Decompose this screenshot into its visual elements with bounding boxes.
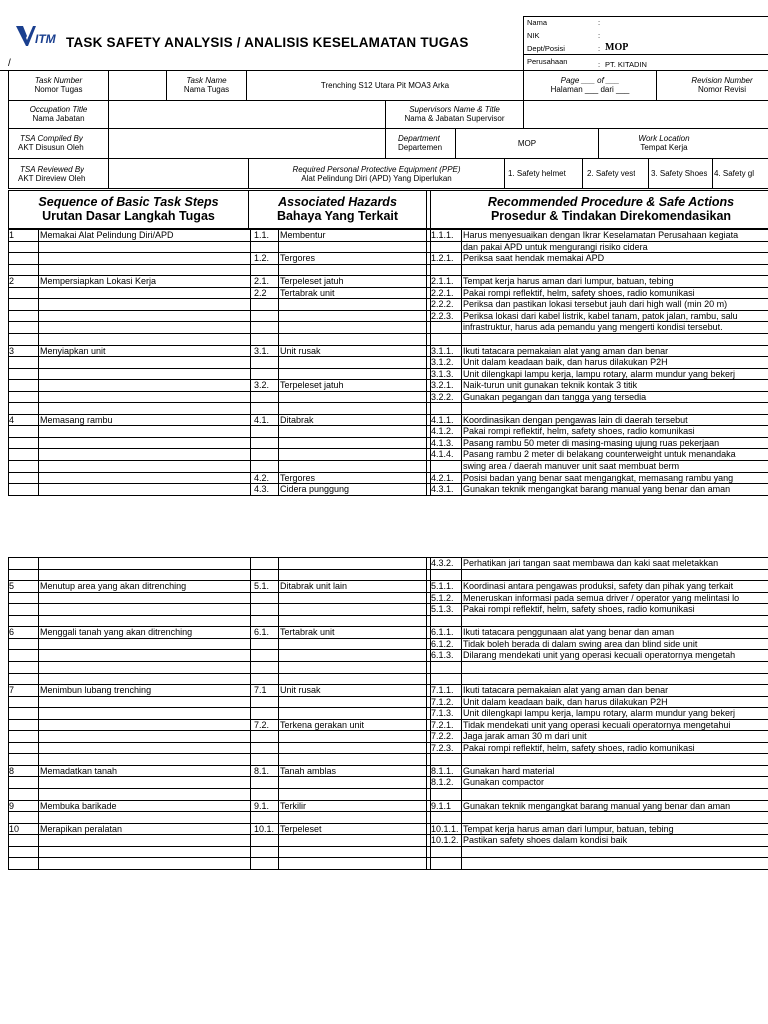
info-name-label: Nama [527, 18, 548, 27]
department-label: Department [398, 134, 440, 143]
cell-hazard-text: Terkena gerakan unit [280, 719, 365, 730]
compiled-label: TSA Compiled By [20, 134, 83, 143]
cell-step-text: Memakai Alat Pelindung Diri/APD [40, 230, 174, 240]
cell-hazard-number: 2.2 [254, 287, 267, 298]
cell-step-number: 3 [9, 345, 15, 356]
info-name-sep: : [598, 18, 601, 27]
cell-action-text: Gunakan teknik mengangkat barang manual yang benar dan aman [463, 484, 731, 495]
cell-action-text: Tidak boleh berada di dalam swing area dan blind side unit [463, 638, 698, 649]
cell-action-number: 6.1.3. [431, 650, 454, 661]
cell-action-text: Pakai rompi reflektif, helm, safety shoes, radio komunikasi [463, 287, 695, 298]
cell-action-number: 10.1.1. [431, 823, 459, 834]
cell-action-text: Gunakan pegangan dan tangga yang tersedia [463, 391, 647, 402]
cell-action-number: 6.1.1. [431, 627, 454, 638]
cell-action-number: 3.2.2. [431, 391, 454, 402]
cell-action-text: Pakai rompi reflektif, helm, safety shoes, radio komunikasi [463, 604, 695, 615]
cell-hazard-number: 1.2. [254, 253, 270, 264]
cell-action-text: Gunakan compactor [463, 777, 545, 788]
cell-hazard-number: 4.3. [254, 484, 270, 495]
cell-action-text: Periksa dan pastikan lokasi tersebut jauh dari high wall (min 20 m) [463, 299, 728, 310]
cell-step-number: 2 [9, 276, 15, 287]
cell-action-text: Pasang rambu 2 meter di belakang counterweight untuk menandaka [463, 449, 736, 460]
cell-action-number: 4.1.2. [431, 426, 454, 437]
cell-action-text: Koordinasi antara pengawas produksi, safety dan pihak yang terkait [463, 581, 734, 592]
cell-step-number: 6 [9, 627, 15, 638]
cell-action-number: 2.2.1. [431, 287, 454, 298]
cell-hazard-number: 4.2. [254, 472, 270, 483]
cell-hazard-number: 10.1. [254, 823, 275, 834]
hazards-header: Associated Hazards [278, 195, 397, 209]
cell-action-number: 3.1.3. [431, 368, 454, 379]
cell-step-text: Menyiapkan unit [40, 345, 106, 356]
cell-action-number: 7.2.2. [431, 731, 454, 742]
cell-hazard-text: Tergores [280, 253, 316, 264]
cell-step-text: Menggali tanah yang akan ditrenching [40, 627, 193, 638]
cell-hazard-number: 7.2. [254, 719, 270, 730]
cell-hazard-text: Cidera punggung [280, 484, 350, 495]
cell-step-text: Membuka barikade [40, 800, 117, 811]
cell-action-text: Dilarang mendekati unit yang operasi kecuali operatornya mengetah [463, 650, 736, 661]
cell-action-number: 4.1.4. [431, 449, 454, 460]
cell-action-number: 4.1.3. [431, 437, 454, 448]
revision-label: Revision Number [691, 76, 753, 85]
reviewed-label-id: AKT Direview Oleh [18, 174, 86, 183]
cell-step-number: 4 [9, 414, 15, 425]
cell-action-text: Tempat kerja harus aman dari lumpur, batuan, tebing [463, 823, 674, 834]
task-number-label: Task Number [34, 76, 83, 85]
cell-hazard-text: Terpeleset [280, 823, 322, 834]
cell-hazard-number: 3.2. [254, 380, 270, 391]
ppe-item-shoes: 3. Safety Shoes [651, 169, 708, 178]
cell-step-number: 8 [9, 765, 15, 776]
department-label-id: Departemen [398, 143, 443, 152]
actions-header: Recommended Procedure & Safe Actions [487, 195, 735, 209]
info-company-sep: : [598, 60, 601, 69]
cell-step-text: Merapikan peralatan [40, 823, 123, 834]
logo-text: ITM [35, 32, 56, 46]
cell-hazard-text: Ditabrak unit lain [280, 581, 348, 592]
cell-hazard-text: Unit rusak [280, 345, 321, 356]
cell-step-text: Memadatkan tanah [40, 765, 118, 776]
cell-hazard-text: Tertabrak unit [280, 287, 335, 298]
cell-action-text: Naik-turun unit gunakan teknik kontak 3 titik [463, 380, 638, 391]
page-label: Page ___ of ___ [560, 76, 620, 85]
reviewed-label: TSA Reviewed By [20, 165, 85, 174]
cell-step-text: Memasang rambu [40, 414, 113, 425]
cell-action-text: Posisi badan yang benar saat mengangkat, memasang rambu yang [463, 472, 734, 483]
cell-hazard-text: Terkilir [280, 800, 306, 811]
cell-action-text: Unit dalam keadaan baik, dan harus dilakukan P2H [463, 696, 668, 707]
cell-action-number: 1.2.1. [431, 253, 454, 264]
cell-hazard-number: 2.1. [254, 276, 270, 287]
steps-header-id: Urutan Dasar Langkah Tugas [42, 209, 215, 223]
cell-hazard-text: Membentur [280, 230, 326, 240]
revision-label-id: Nomor Revisi [697, 85, 746, 94]
cell-action-number: 7.1.1. [431, 685, 454, 696]
ppe-item-glasses: 4. Safety gl [714, 169, 755, 178]
cell-action-text: Tidak mendekati unit yang operasi kecuali operatornya mengetahui [463, 719, 731, 730]
ppe-label: Required Personal Protective Equipment (PPE) [292, 165, 461, 174]
info-company-value: PT. KITADIN [605, 60, 647, 69]
cell-action-number: 5.1.3. [431, 604, 454, 615]
cell-action-text: Pastikan safety shoes dalam kondisi baik [463, 835, 628, 846]
form-title: TASK SAFETY ANALYSIS / ANALISIS KESELAMATAN TUGAS [66, 35, 469, 50]
cell-action-text: Gunakan hard material [463, 765, 555, 776]
cell-hazard-text: Tertabrak unit [280, 627, 335, 638]
cell-action-number: 4.1.1. [431, 414, 454, 425]
steps-header: Sequence of Basic Task Steps [38, 195, 219, 209]
cell-step-text: Menimbun lubang trenching [40, 685, 152, 696]
supervisor-label: Supervisors Name & Title [409, 105, 500, 114]
cell-step-number: 7 [9, 685, 15, 696]
task-name-label-id: Nama Tugas [183, 85, 230, 94]
cell-action-number: 7.1.3. [431, 708, 454, 719]
cell-step-number: 1 [9, 230, 15, 240]
cell-action-text: Periksa lokasi dari kabel listrik, kabel tanam, patok jalan, rambu, salu [463, 310, 738, 321]
cell-step-text: Menutup area yang akan ditrenching [40, 581, 187, 592]
cell-action-number: 4.3.2. [431, 558, 454, 568]
task-number-label-id: Nomor Tugas [34, 85, 83, 94]
cell-step-text: Mempersiapkan Lokasi Kerja [40, 276, 157, 287]
cell-action-number: 10.1.2. [431, 835, 459, 846]
cell-hazard-text: Tergores [280, 472, 316, 483]
cell-action-text: Perhatikan jari tangan saat membawa dan kaki saat meletakkan [463, 558, 719, 568]
occupation-label-id: Nama Jabatan [32, 114, 85, 123]
cell-hazard-number: 5.1. [254, 581, 270, 592]
cell-hazard-number: 8.1. [254, 765, 270, 776]
department-value: MOP [517, 139, 537, 148]
cell-action-number: 2.2.2. [431, 299, 454, 310]
supervisor-label-id: Nama & Jabatan Supervisor [404, 114, 505, 123]
occupation-label: Occupation Title [29, 105, 88, 114]
cell-action-text: Gunakan teknik mengangkat barang manual yang benar dan aman [463, 800, 731, 811]
cell-action-number: 3.2.1. [431, 380, 454, 391]
cell-action-number: 7.2.3. [431, 742, 454, 753]
ppe-label-id: Alat Pelindung Diri (APD) Yang Diperlukan [301, 174, 452, 183]
info-dept-label: Dept/Posisi [527, 44, 565, 53]
cell-action-text: Harus menyesuaikan dengan Ikrar Keselamatan Perusahaan kegiata [463, 230, 739, 240]
cell-action-text: Unit dilengkapi lampu kerja, lampu rotary, alarm mundur yang bekerj [463, 708, 735, 719]
info-nik-sep: : [598, 31, 601, 40]
cell-action-number: 2.2.3. [431, 310, 454, 321]
task-name-label: Task Name [186, 76, 227, 85]
cell-action-number: 2.1.1. [431, 276, 454, 287]
cell-hazard-number: 1.1. [254, 230, 270, 240]
cell-action-number: 1.1.1. [431, 230, 454, 240]
cell-action-text: Jaga jarak aman 30 m dari unit [463, 731, 587, 742]
cell-hazard-text: Unit rusak [280, 685, 321, 696]
cell-action-text: dan pakai APD untuk mengurangi risiko cidera [463, 241, 648, 252]
cell-action-number: 8.1.2. [431, 777, 454, 788]
cell-action-number: 7.2.1. [431, 719, 454, 730]
cell-action-number: 5.1.1. [431, 581, 454, 592]
cell-step-number: 10 [9, 823, 20, 834]
page-label-id: Halaman ___ dari ___ [550, 85, 630, 94]
cell-action-text: Pasang rambu 50 meter di masing-masing ujung ruas pekerjaan [463, 437, 720, 448]
cell-action-text: Pakai rompi reflektif, helm, safety shoes, radio komunikasi [463, 742, 695, 753]
cell-hazard-number: 3.1. [254, 345, 270, 356]
cell-action-text: Koordinasikan dengan pengawas lain di daerah tersebut [463, 414, 688, 425]
compiled-label-id: AKT Disusun Oleh [18, 143, 84, 152]
cell-action-text: Ikuti tatacara penggunaan alat yang benar dan aman [463, 627, 675, 638]
cell-action-number: 9.1.1 [431, 800, 452, 811]
hazards-header-id: Bahaya Yang Terkait [276, 209, 399, 223]
cell-hazard-text: Terpeleset jatuh [280, 380, 344, 391]
title-slash: / [8, 58, 11, 69]
cell-action-number: 6.1.2. [431, 638, 454, 649]
actions-header-id: Prosedur & Tindakan Direkomendasikan [490, 209, 732, 223]
cell-hazard-text: Tanah amblas [280, 765, 337, 776]
cell-action-text: Ikuti tatacara pemakaian alat yang aman dan benar [463, 345, 669, 356]
cell-action-text: Pakai rompi reflektif, helm, safety shoes, radio komunikasi [463, 426, 695, 437]
cell-hazard-number: 6.1. [254, 627, 270, 638]
task-name-value: Trenching S12 Utara Pit MOA3 Arka [320, 81, 450, 90]
cell-action-text: infrastruktur, harus ada pemandu yang mengerti kondisi tersebut. [463, 322, 723, 333]
cell-action-number: 3.1.2. [431, 357, 454, 368]
cell-action-text: Tempat kerja harus aman dari lumpur, batuan, tebing [463, 276, 674, 287]
cell-hazard-text: Ditabrak [280, 414, 314, 425]
cell-action-text: swing area / daerah manuver unit saat membuat berm [463, 461, 680, 471]
cell-action-number: 4.3.1. [431, 484, 454, 495]
cell-action-number: 5.1.2. [431, 592, 454, 603]
cell-action-text: Unit dalam keadaan baik, dan harus dilakukan P2H [463, 357, 668, 368]
cell-action-number: 8.1.1. [431, 765, 454, 776]
cell-hazard-number: 7.1 [254, 685, 267, 696]
cell-action-number: 4.2.1. [431, 472, 454, 483]
cell-step-number: 5 [9, 581, 15, 592]
cell-hazard-number: 4.1. [254, 414, 270, 425]
company-logo [16, 26, 62, 48]
info-company-label: Perusahaan [527, 57, 568, 66]
info-nik-label: NIK [527, 31, 540, 40]
ppe-item-vest: 2. Safety vest [587, 169, 636, 178]
cell-action-number: 7.1.2. [431, 696, 454, 707]
cell-hazard-text: Terpeleset jatuh [280, 276, 344, 287]
location-label-id: Tempat Kerja [640, 143, 688, 152]
info-dept-sep: : [598, 44, 601, 53]
cell-action-number: 3.1.1. [431, 345, 454, 356]
cell-hazard-number: 9.1. [254, 800, 270, 811]
cell-action-text: Meneruskan informasi pada semua driver / operator yang melintasi lo [463, 592, 740, 603]
info-dept-value: MOP [605, 42, 629, 53]
cell-step-number: 9 [9, 800, 15, 811]
cell-action-text: Periksa saat hendak memakai APD [463, 253, 605, 264]
location-label: Work Location [638, 134, 690, 143]
ppe-item-helmet: 1. Safety helmet [508, 169, 566, 178]
cell-action-text: Unit dilengkapi lampu kerja, lampu rotary, alarm mundur yang bekerj [463, 368, 735, 379]
cell-action-text: Ikuti tatacara pemakaian alat yang aman dan benar [463, 685, 669, 696]
